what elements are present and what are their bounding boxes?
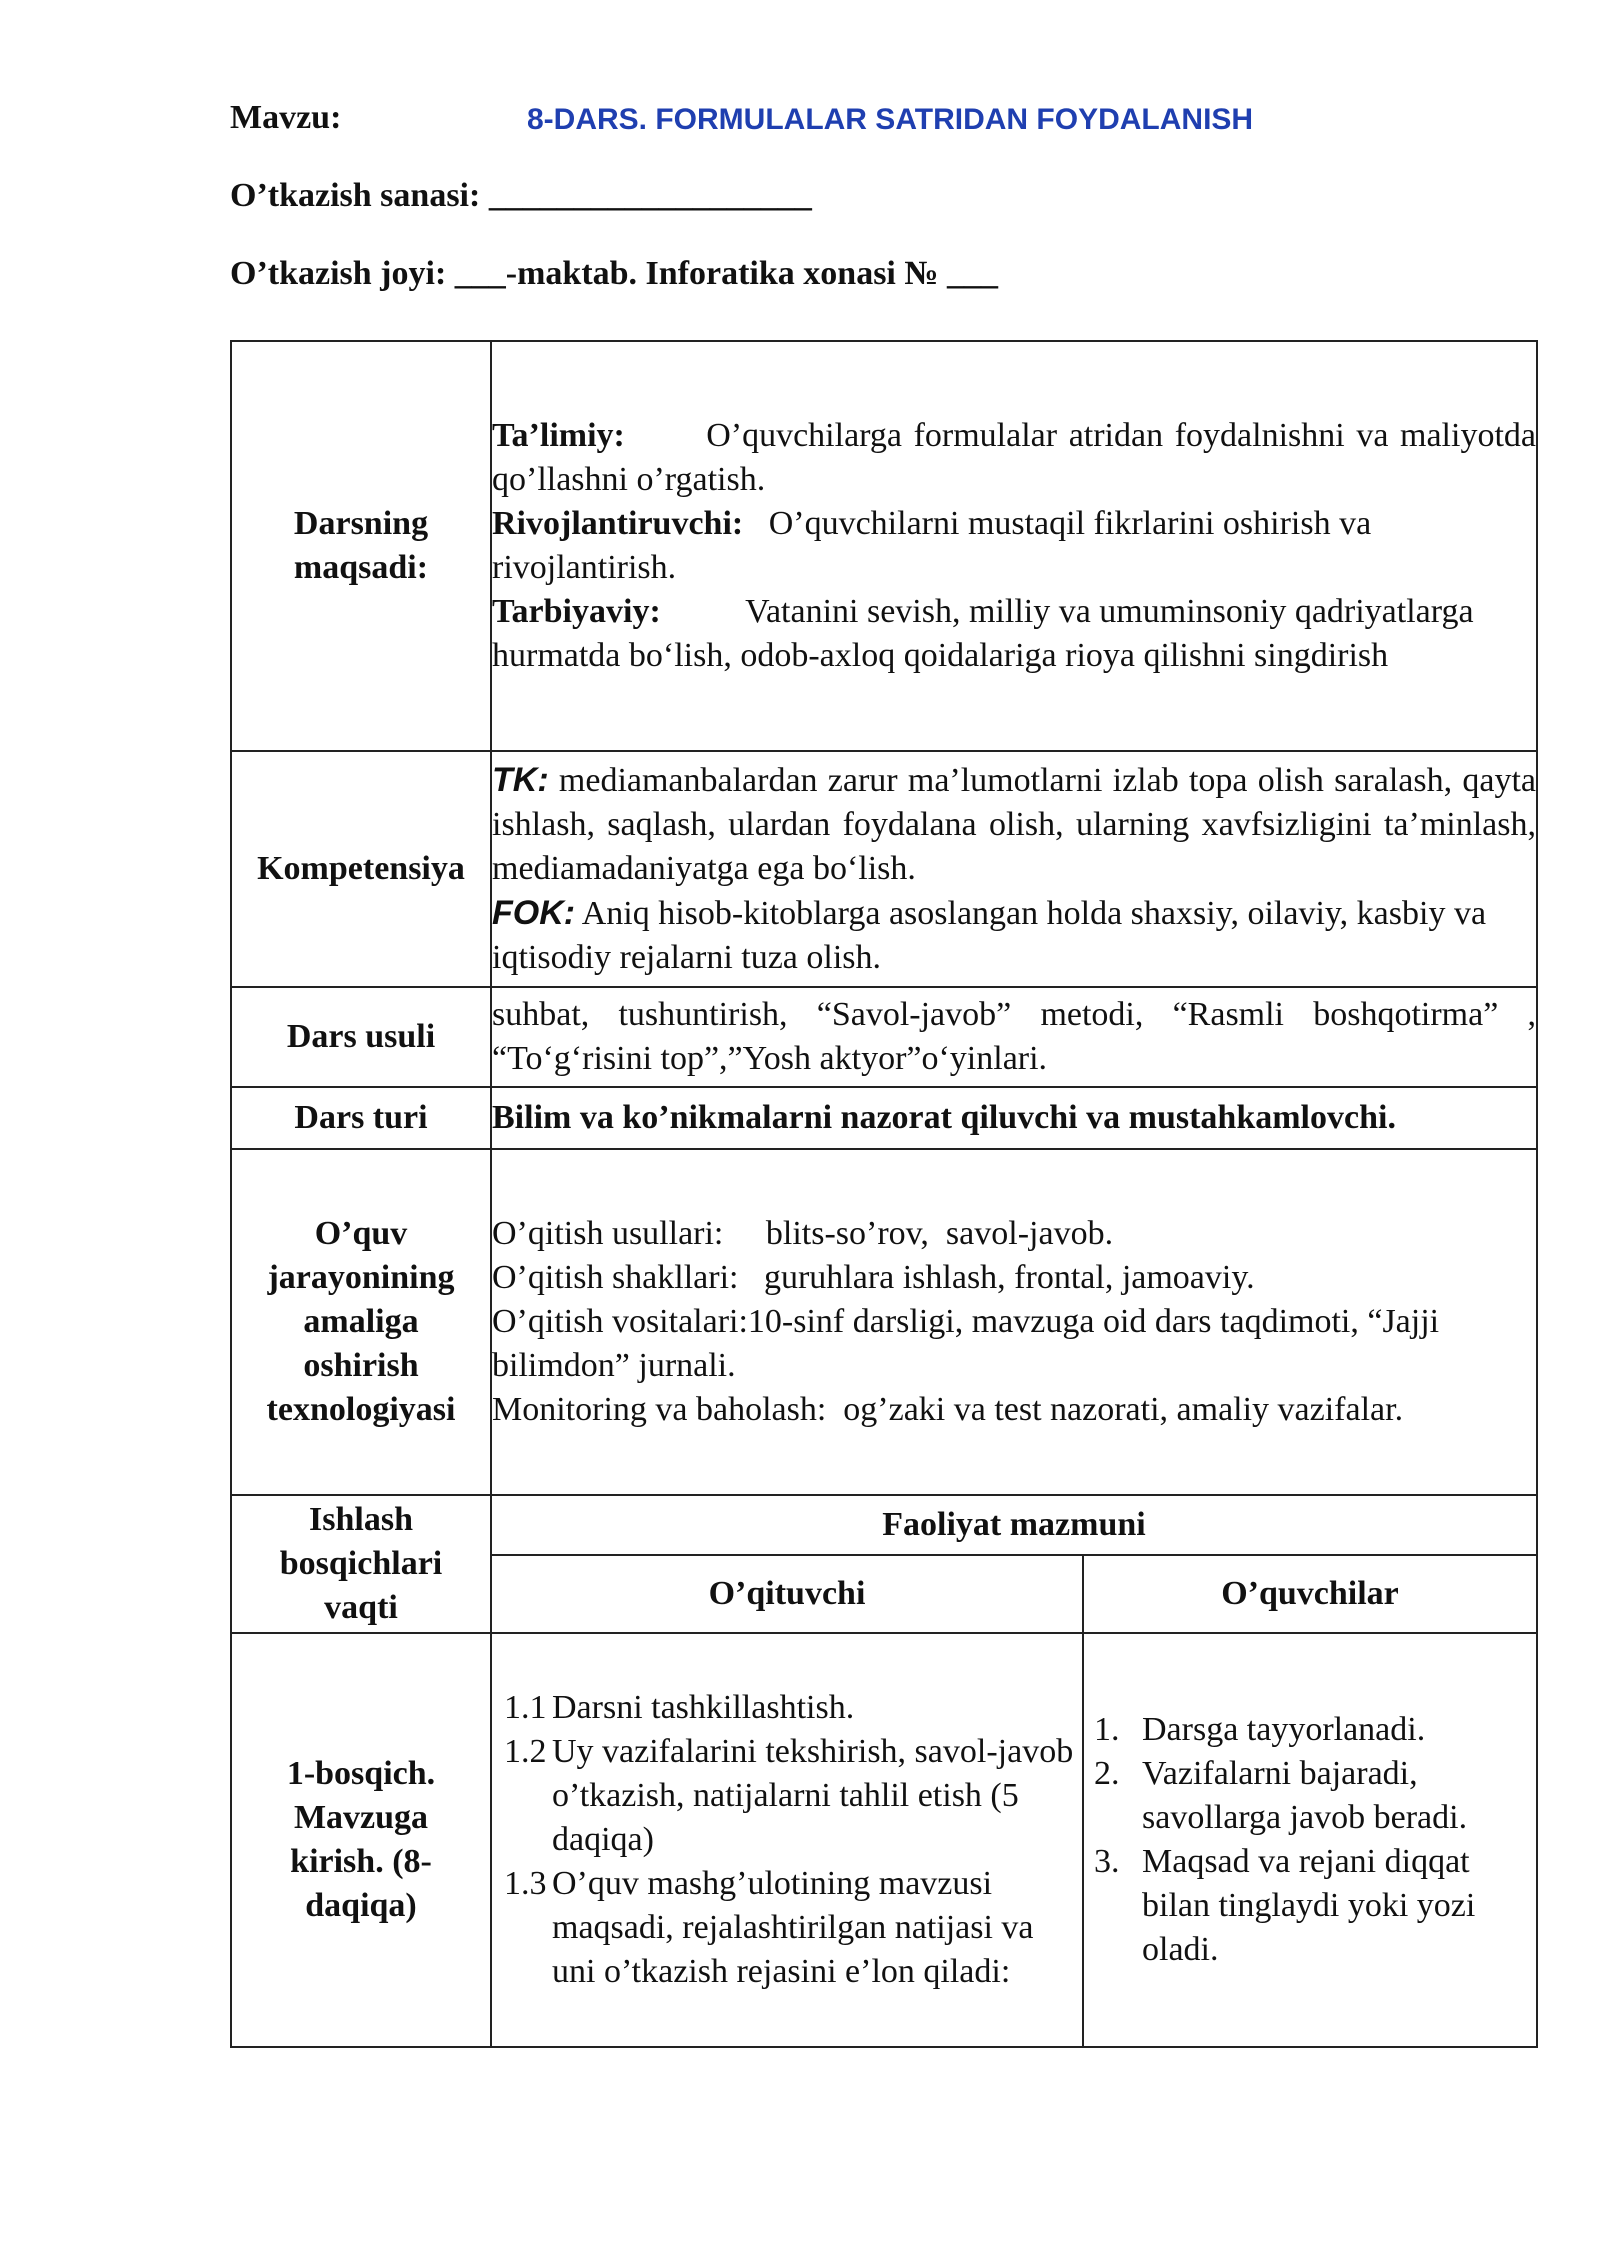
competence-label: Kompetensiya: [231, 751, 491, 987]
type-text: Bilim va ko’nikmalarni nazorat qiluvchi va mustahkamlovchi.: [491, 1087, 1537, 1149]
teacher-label: O’qituvchi: [491, 1555, 1083, 1633]
method-text: suhbat, tushuntirish, “Savol-javob” metodi, “Rasmli boshqotirma” , “To‘g‘risini top”,”Yosh aktyor”o‘yinlari.: [491, 987, 1537, 1087]
topic-label: Mavzu:: [230, 99, 342, 136]
list-item: 3. Maqsad va rejani diqqat bilan tinglaydi yoki yozi oladi.: [1094, 1843, 1476, 1968]
goal-tarbiya: Tarbiyaviy: Vatanini sevish, milliy va umuminsoniy qadriyatlarga hurmatda bo‘lish, odob-axloq qoidalariga rioya qilishni singdirish: [492, 593, 1474, 674]
goal-label: Darsning maqsadi:: [231, 341, 491, 751]
list-item: 2. Vazifalarni bajaradi, savollarga javob beradi.: [1094, 1755, 1468, 1836]
competence-fok: FOK: Aniq hisob-kitoblarga asoslangan holda shaxsiy, oilaviy, kasbiy va iqtisodiy rejalarni tuza olish.: [492, 894, 1487, 976]
technology-line: Monitoring va baholash: og’zaki va test nazorati, amaliy vazifalar.: [492, 1391, 1404, 1428]
teacher-steps: [504, 1686, 1082, 1994]
goal-content: [491, 341, 1537, 751]
method-label: Dars usuli: [231, 987, 491, 1087]
activity-header-row: [231, 1495, 1537, 1555]
competence-row: [231, 751, 1537, 987]
goal-rivoj: Rivojlantiruvchi: O’quvchilarni mustaqil fikrlarini oshirish va rivojlantirish.: [492, 505, 1372, 586]
lesson-plan-table: [230, 340, 1538, 2048]
technology-line: O’qitish vositalari:10-sinf darsligi, mavzuga oid dars taqdimoti, “Jajji bilimdon” jurnali.: [492, 1303, 1440, 1384]
goal-talimiy: Ta’limiy: O’quvchilarga formulalar atridan foydalnishni va maliyotda qo’llashni o’rgatish.: [492, 417, 1536, 498]
student-steps: [1094, 1708, 1536, 1972]
method-row: [231, 987, 1537, 1087]
date-line: O’tkazish sanasi: ___________________: [230, 177, 812, 214]
technology-line: O’qitish shakllari: guruhlara ishlash, frontal, jamoaviy.: [492, 1259, 1255, 1296]
stage1-students: [1083, 1633, 1537, 2047]
list-item: 1.1 Darsni tashkillashtish.: [504, 1689, 855, 1726]
list-item: 1. Darsga tayyorlanadi.: [1094, 1711, 1426, 1748]
technology-row: [231, 1149, 1537, 1495]
topic-title: 8-DARS. FORMULALAR SATRIDAN FOYDALANISH: [527, 103, 1254, 136]
type-label: Dars turi: [231, 1087, 491, 1149]
students-label: O’quvchilar: [1083, 1555, 1537, 1633]
stages-label: Ishlash bosqichlari vaqti: [231, 1495, 491, 1633]
stage1-row: [231, 1633, 1537, 2047]
content-label: Faoliyat mazmuni: [491, 1495, 1537, 1555]
type-row: [231, 1087, 1537, 1149]
list-item: 1.3 O’quv mashg’ulotining mavzusi maqsadi, rejalashtirilgan natijasi va uni o’tkazish rejasini e’lon qiladi:: [504, 1865, 1034, 1990]
technology-content: [491, 1149, 1537, 1495]
technology-line: O’qitish usullari: blits-so’rov, savol-javob.: [492, 1215, 1114, 1252]
technology-label: O’quv jarayonining amaliga oshirish texnologiyasi: [231, 1149, 491, 1495]
place-line: O’tkazish joyi: ___-maktab. Inforatika xonasi № ___: [230, 255, 999, 292]
list-item: 1.2 Uy vazifalarini tekshirish, savol-javob o’tkazish, natijalarni tahlil etish (5 daqiqa): [504, 1733, 1074, 1858]
competence-tk: TK: mediamanbalardan zarur ma’lumotlarni izlab topa olish saralash, qayta ishlash, saqlash, ulardan foydalana olish, ularning xavfsizligini ta’minlash, mediamadaniyatga ega bo‘lish.: [492, 761, 1536, 887]
stage1-label: 1-bosqich. Mavzuga kirish. (8-daqiqa): [231, 1633, 491, 2047]
competence-content: [491, 751, 1537, 987]
goal-row: [231, 341, 1537, 751]
stage1-teacher: [491, 1633, 1083, 2047]
